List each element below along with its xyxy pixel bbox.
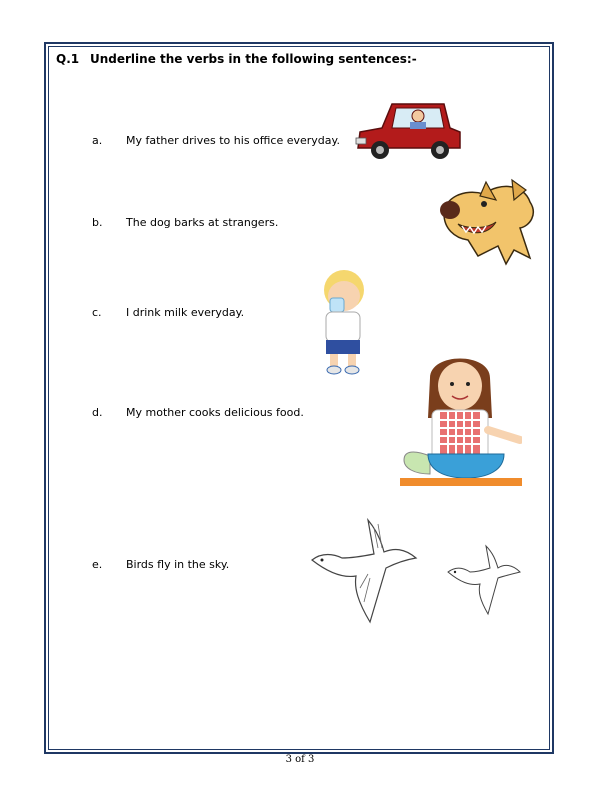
question-instruction: Underline the verbs in the following sentences:- <box>90 52 417 66</box>
item-sentence: The dog barks at strangers. <box>126 216 279 229</box>
item-letter: e. <box>92 558 103 571</box>
item-sentence: Birds fly in the sky. <box>126 558 230 571</box>
car-driver-illustration <box>352 98 464 162</box>
flying-bird-large-illustration <box>308 518 420 624</box>
mother-cooking-illustration <box>400 348 522 488</box>
item-letter: c. <box>92 306 102 319</box>
sentence-item <box>92 216 278 229</box>
item-sentence: I drink milk everyday. <box>126 306 245 319</box>
boy-drinking-illustration <box>312 266 374 376</box>
item-sentence: My mother cooks delicious food. <box>126 406 304 419</box>
page-number: 3 of 3 <box>285 754 315 765</box>
sentence-item <box>92 134 340 147</box>
flying-bird-small-illustration <box>446 544 522 616</box>
barking-dog-illustration <box>434 174 540 270</box>
question-heading <box>56 52 417 66</box>
item-letter: d. <box>92 406 103 419</box>
item-sentence: My father drives to his office everyday. <box>126 134 340 147</box>
item-letter: b. <box>92 216 103 229</box>
sentence-item <box>92 406 304 419</box>
sentence-item <box>92 558 229 571</box>
question-number: Q.1 <box>56 52 80 66</box>
item-letter: a. <box>92 134 103 147</box>
sentence-item <box>92 306 244 319</box>
